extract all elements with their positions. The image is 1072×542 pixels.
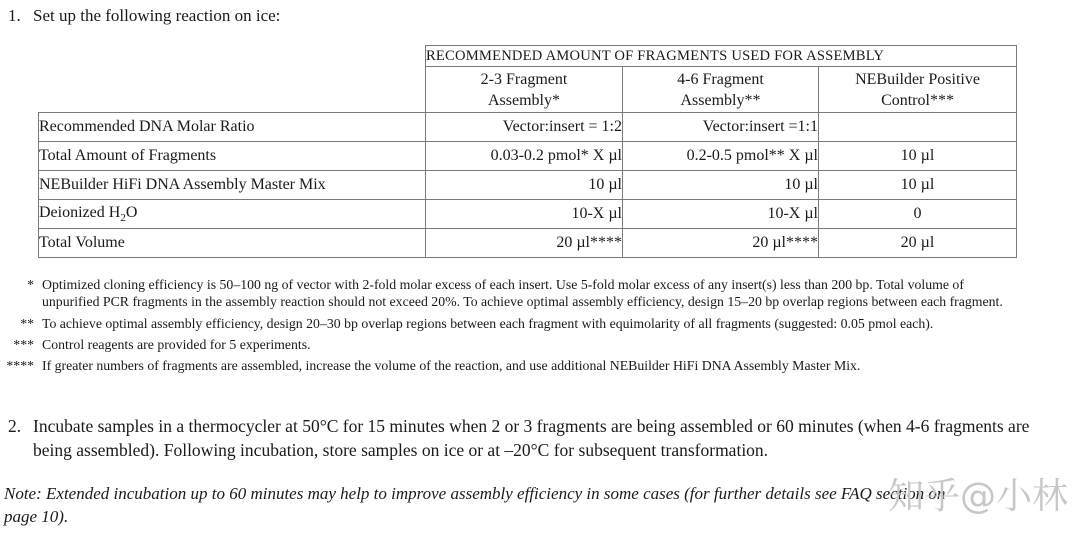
footnote-text: If greater numbers of fragments are assembled, increase the volume of the reaction, and use additional NEBuilder HiFi DNA Assembly Master Mix.	[42, 358, 861, 374]
footnote-text: Optimized cloning efficiency is 50–100 ng of vector with 2-fold molar excess of each insert. Use 5-fold molar excess of any insert(s) less than 200 bp. Total volume of unpurified PCR fragments in the assembly reaction should not exceed 20%. To achieve optimal assembly efficiency, design 15–20 bp overlap regions between each fragment.	[42, 277, 1003, 310]
cell-value: 20 µl	[819, 229, 1017, 258]
subscript: 2	[120, 212, 126, 225]
row-label-part: O	[125, 203, 138, 221]
footnote-marker: ***	[13, 336, 34, 352]
step-1-number: 1.	[8, 6, 21, 25]
cell-value: Vector:insert = 1:2	[426, 113, 623, 142]
table-row-molar-ratio	[39, 113, 1017, 142]
row-label: Recommended DNA Molar Ratio	[39, 113, 426, 142]
cell-value: Vector:insert =1:1	[623, 113, 819, 142]
column-header-4-6-fragment	[623, 67, 819, 113]
cell-value: 0.2-0.5 pmol** X µl	[623, 142, 819, 171]
row-label: Total Volume	[39, 229, 426, 258]
cell-value: 0	[819, 200, 1017, 229]
column-header-line: Assembly*	[488, 91, 560, 109]
step-2	[8, 415, 1056, 462]
column-header-2-3-fragment	[426, 67, 623, 113]
step-2-number: 2.	[8, 416, 22, 436]
footnote-1	[0, 276, 1024, 311]
step-1	[8, 6, 280, 26]
table-spacer-cell	[39, 67, 426, 113]
footnote-marker: *	[27, 277, 34, 292]
table-row-master-mix	[39, 171, 1017, 200]
step-2-text: Incubate samples in a thermocycler at 50°C for 15 minutes when 2 or 3 fragments are being assembled or 60 minutes (when 4-6 fragments are being assembled). Following incubation, store samples on ice or at –20°C for subsequent transformation.	[33, 416, 1030, 460]
footnotes-block	[0, 276, 1024, 378]
row-label: NEBuilder HiFi DNA Assembly Master Mix	[39, 171, 426, 200]
table-row-total-volume	[39, 229, 1017, 258]
cell-value: 0.03-0.2 pmol* X µl	[426, 142, 623, 171]
footnote-marker: ****	[6, 358, 34, 374]
cell-value: 20 µl****	[426, 229, 623, 258]
table-title: RECOMMENDED AMOUNT OF FRAGMENTS USED FOR ASSEMBLY	[426, 46, 1017, 67]
cell-value: 20 µl****	[623, 229, 819, 258]
column-header-line: Assembly**	[680, 91, 761, 109]
footnote-text: Control reagents are provided for 5 experiments.	[42, 336, 311, 352]
column-header-line: Control***	[881, 91, 954, 109]
cell-value: 10 µl	[623, 171, 819, 200]
cell-value: 10-X µl	[426, 200, 623, 229]
footnote-3	[0, 336, 1024, 353]
column-header-line: 4-6 Fragment	[677, 70, 764, 88]
cell-value: 10-X µl	[623, 200, 819, 229]
table-spacer-cell	[39, 46, 426, 67]
row-label	[39, 200, 426, 229]
footnote-text: To achieve optimal assembly efficiency, design 20–30 bp overlap regions between each fragment with equimolarity of all fragments (suggested: 0.05 pmol each).	[42, 315, 934, 331]
footnote-2	[0, 315, 1024, 332]
assembly-reaction-table	[38, 45, 1017, 258]
table-row-total-fragments	[39, 142, 1017, 171]
step-1-text: Set up the following reaction on ice:	[33, 6, 281, 25]
zhihu-watermark: 知乎@小林	[888, 476, 1069, 517]
column-header-line: 2-3 Fragment	[480, 70, 568, 88]
cell-value: 10 µl	[819, 142, 1017, 171]
row-label: Total Amount of Fragments	[39, 142, 426, 171]
table-row-deionized-water	[39, 200, 1017, 229]
table-title-row	[39, 46, 1017, 67]
cell-value	[819, 113, 1017, 142]
cell-value: 10 µl	[426, 171, 623, 200]
footnote-4	[0, 357, 1024, 374]
column-header-positive-control	[819, 67, 1017, 113]
cell-value: 10 µl	[819, 171, 1017, 200]
table-column-header-row	[39, 67, 1017, 113]
row-label-part: Deionized H	[39, 203, 121, 221]
column-header-line: NEBuilder Positive	[855, 70, 980, 88]
note-text: Note: Extended incubation up to 60 minutes may help to improve assembly efficiency in some cases (for further details see FAQ section on page 10).	[4, 484, 946, 526]
footnote-marker: **	[20, 315, 34, 331]
